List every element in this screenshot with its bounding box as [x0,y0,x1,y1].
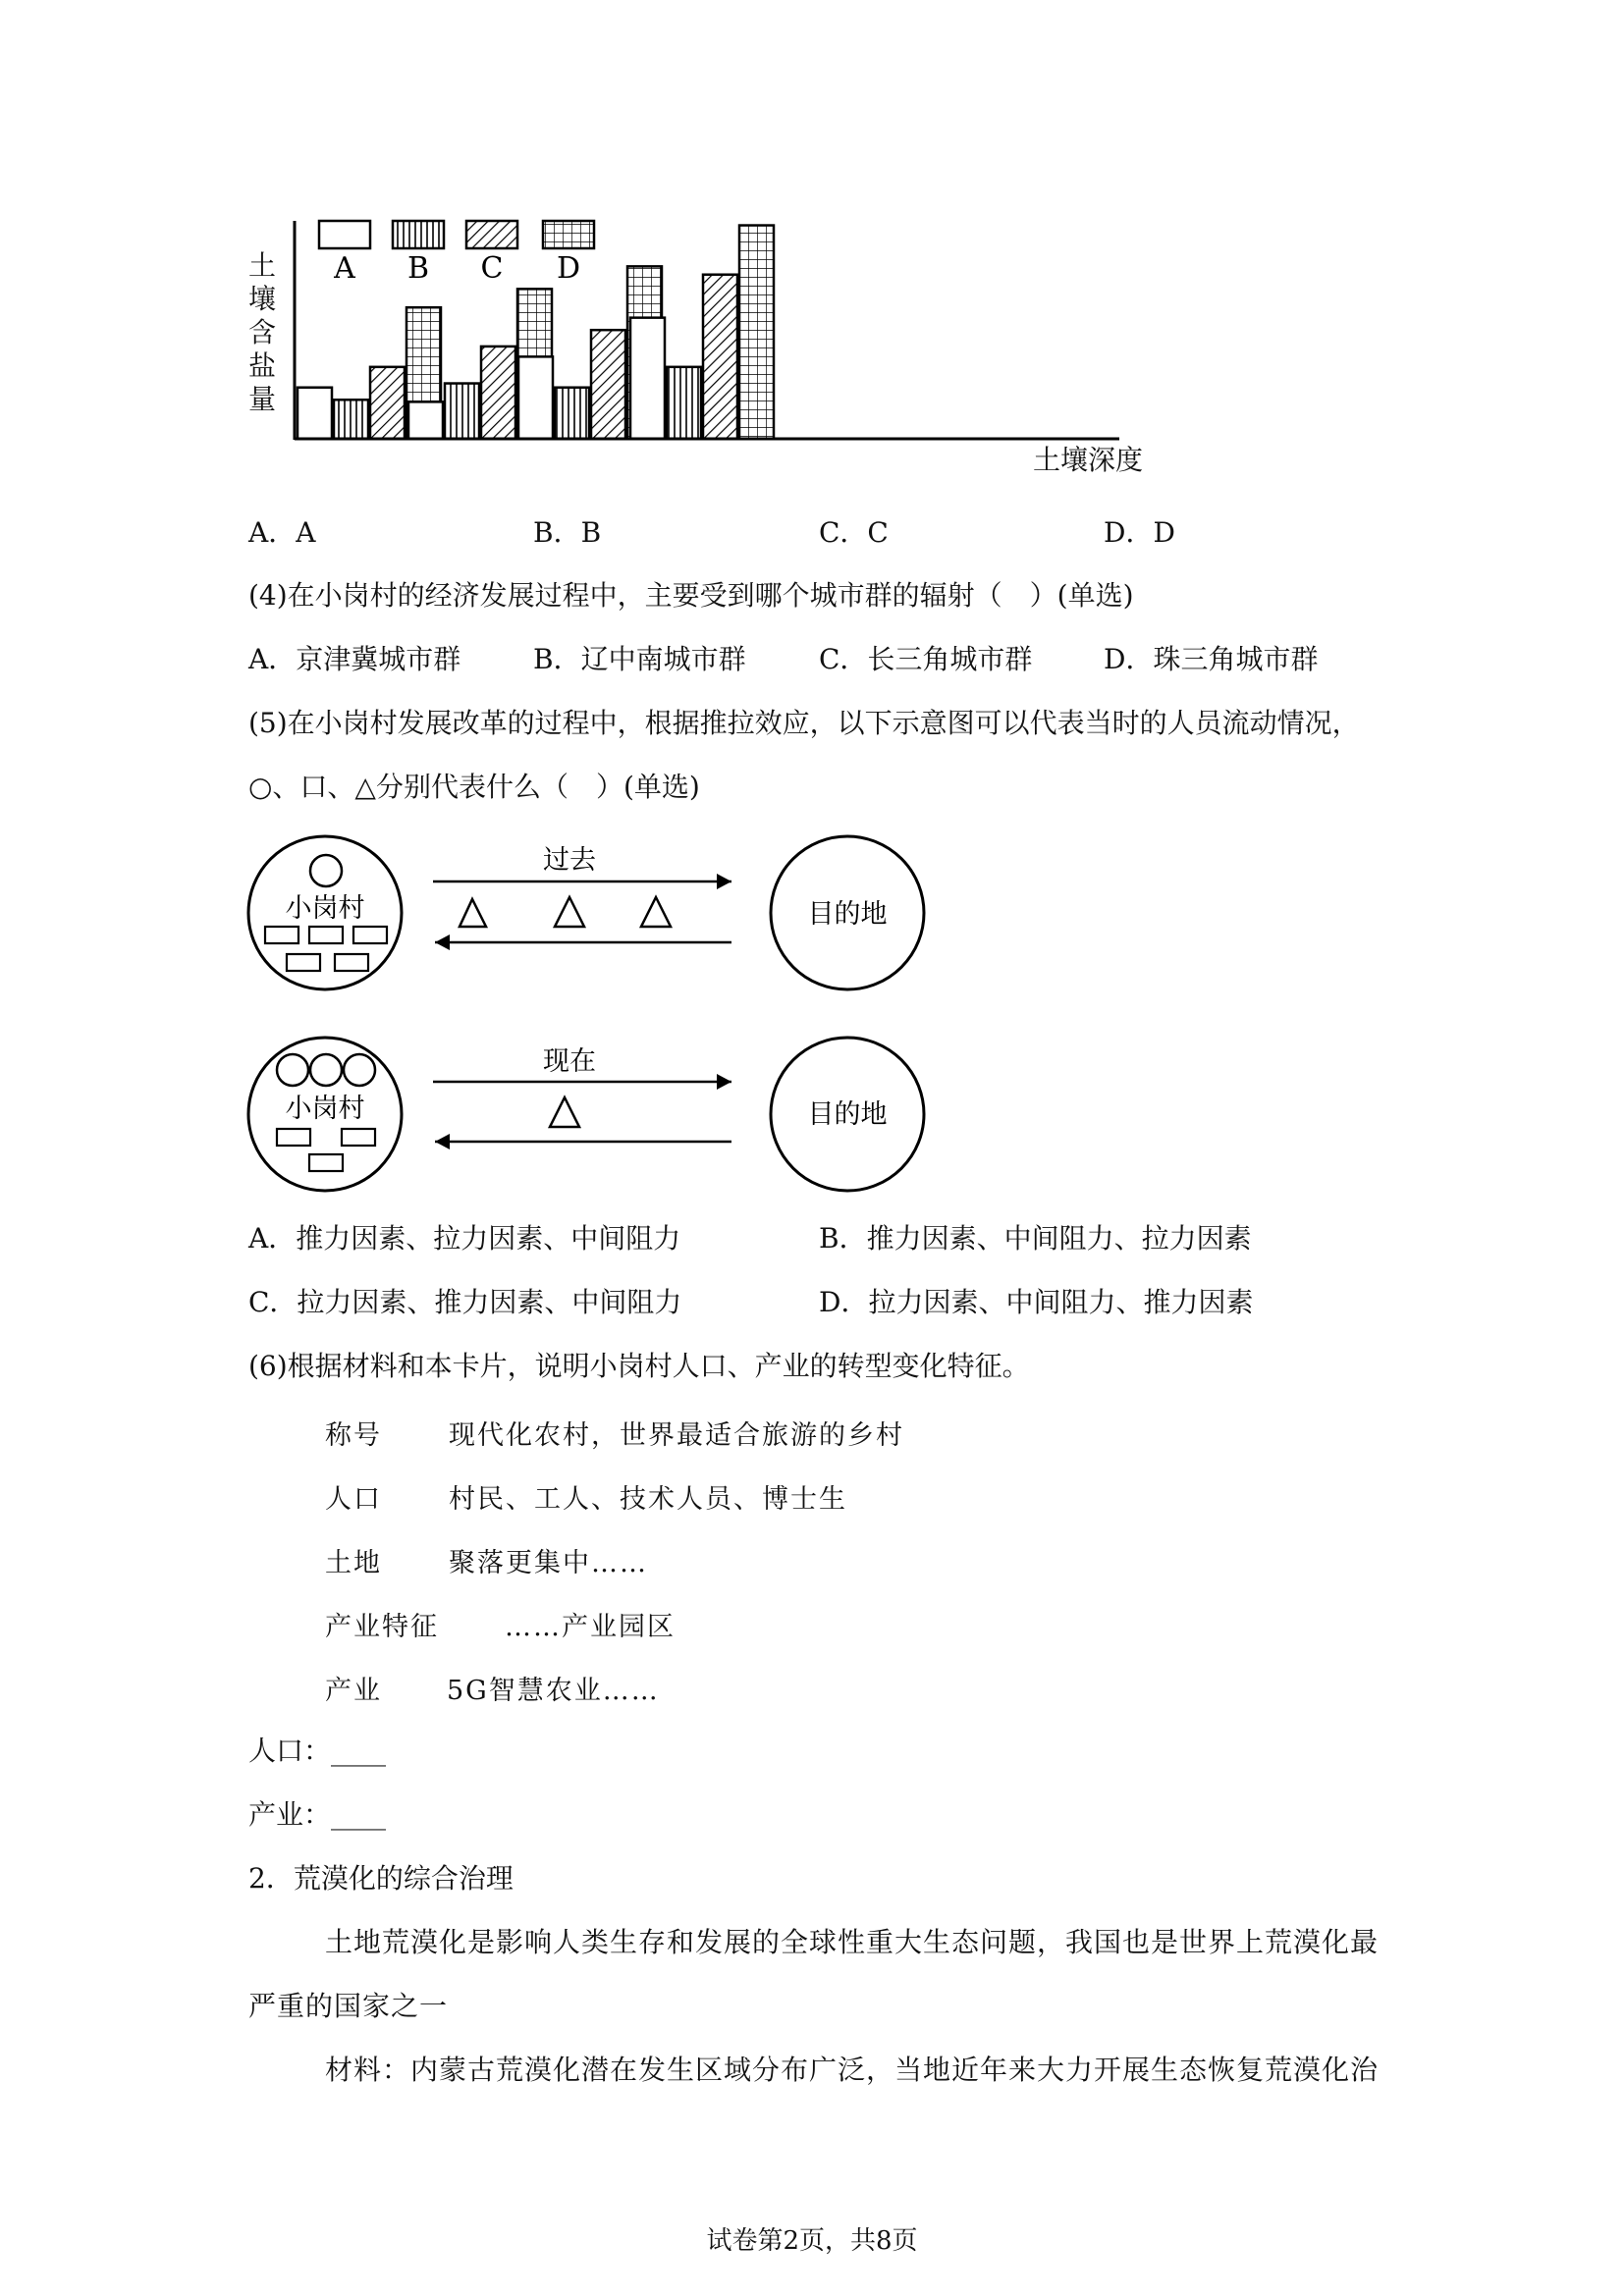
card-label-title: 称号 [325,1420,382,1451]
legend-swatch-a [319,221,370,248]
q3-option-b: B．B [533,516,602,549]
q5-option-a: A．推力因素、拉力因素、中间阻力 [248,1222,681,1255]
legend [319,221,594,286]
section2-title: 2．荒漠化的综合治理 [248,1862,514,1895]
q4-stem: (4)在小岗村的经济发展过程中，主要受到哪个城市群的辐射（ ）(单选) [248,579,1134,612]
bar-group4-b [667,367,701,439]
card-value-industry: 5G智慧农业…… [447,1676,660,1706]
card-label-industry: 产业 [325,1676,382,1706]
obstacle-triangle-present [550,1097,579,1127]
bar-group3-a [518,356,553,439]
card-value-title: 现代化农村，世界最适合旅游的乡村 [449,1420,904,1451]
q4-option-a: A．京津冀城市群 [248,643,461,675]
diagram-present-row [248,1038,924,1191]
bar-group3-c [591,330,625,439]
bar-group4-c [703,275,737,439]
q5-option-d: D．拉力因素、中间阻力、推力因素 [819,1286,1254,1318]
q3-option-a: A．A [248,516,316,549]
answer-population: 人口：____ [248,1735,387,1767]
q5-option-c: C．拉力因素、推力因素、中间阻力 [248,1286,682,1318]
destination-label-past: 目的地 [807,899,888,930]
q5-stem-line1: (5)在小岗村发展改革的过程中，根据推拉效应，以下示意图可以代表当时的人员流动情况， [248,707,1360,739]
pull-circle-past [310,855,342,886]
q6-stem: (6)根据材料和本卡片，说明小岗村人口、产业的转型变化特征。 [248,1350,1030,1382]
page-footer: 试卷第2页，共8页 [706,2226,918,2256]
bar-group2-a [408,401,443,439]
legend-swatch-d [543,221,594,248]
legend-label-c: C [480,251,504,286]
card-value-population: 村民、工人、技术人员、博士生 [449,1484,847,1515]
push-pull-diagram [241,834,938,1198]
card-label-industry-features: 产业特征 [325,1612,439,1642]
y-axis-label: 土 壤 含 盐 量 [247,249,276,415]
q3-option-d: D．D [1104,516,1175,549]
card-value-industry-features: ……产业园区 [505,1612,676,1642]
legend-swatch-b [393,221,444,248]
legend-swatch-c [466,221,517,248]
obstacle-triangle-2 [555,897,584,927]
bar-group2-c [481,347,515,439]
village-label-past: 小岗村 [285,893,365,924]
village-label-present: 小岗村 [285,1094,365,1124]
bar-group4-d [739,226,774,439]
card-value-land: 聚落更集中…… [449,1548,648,1578]
q5-stem-line2: ○、口、△分别代表什么（ ）(单选) [248,771,700,803]
q3-option-c: C．C [819,516,889,549]
destination-label-present: 目的地 [807,1099,888,1130]
section2-para1-line2: 严重的国家之一 [248,1990,449,2022]
q4-option-c: C．长三角城市群 [819,643,1033,675]
soil-salt-chart [236,206,1159,491]
section2-para2-line1: 材料：内蒙古荒漠化潜在发生区域分布广泛，当地近年来大力开展生态恢复荒漠化治 [325,2054,1380,2086]
legend-label-d: D [556,251,581,286]
section2-para1-line1: 土地荒漠化是影响人类生存和发展的全球性重大生态问题，我国也是世界上荒漠化最 [325,1926,1380,1958]
answer-industry: 产业：____ [248,1798,387,1831]
q4-option-d: D．珠三角城市群 [1104,643,1319,675]
bar-group1-c [370,367,405,439]
obstacle-triangle-3 [641,897,671,927]
q5-option-b: B．推力因素、中间阻力、拉力因素 [819,1222,1252,1255]
x-axis-label: 土壤深度 [1033,444,1144,476]
past-label: 过去 [543,845,596,876]
bar-group4-a [630,318,665,439]
q4-option-b: B．辽中南城市群 [533,643,746,675]
present-label: 现在 [543,1046,596,1077]
diagram-past-row [248,836,924,989]
legend-label-b: B [406,251,430,286]
bar-group1-a [298,388,332,439]
bar-group3-b [555,388,589,439]
card-label-population: 人口 [325,1484,382,1515]
bar-group1-b [334,400,368,439]
legend-label-a: A [334,251,355,286]
obstacle-triangle-1 [460,899,486,927]
card-label-land: 土地 [325,1548,382,1578]
bar-group2-b [445,384,479,439]
